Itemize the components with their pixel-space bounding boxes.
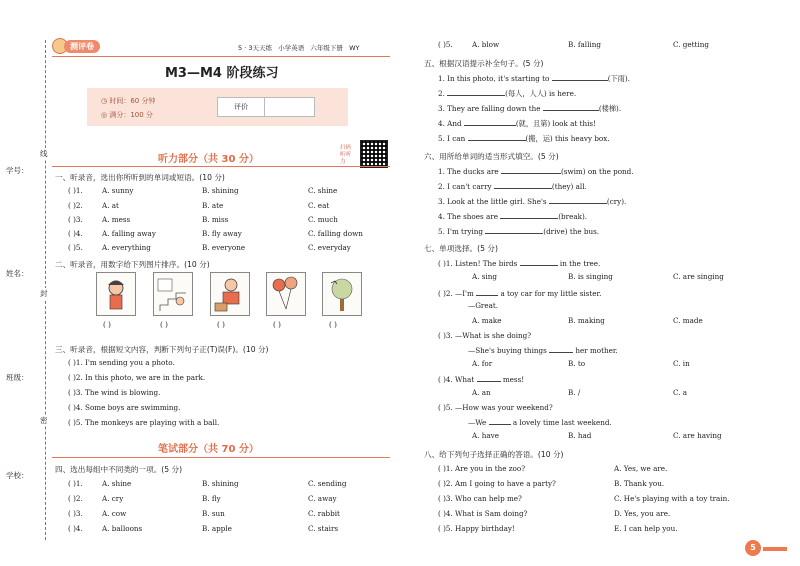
q4-3-paren[interactable]: ( )3. [68,509,83,518]
form-blank-3[interactable] [549,196,607,204]
match-answer-d: D. Yes, you are. [614,509,671,518]
q1-1-option-b: B. shining [202,186,239,195]
header-rule [52,56,390,57]
picture-girl-boxes [210,272,250,316]
match-question-1[interactable]: ( )1. Are you in the zoo? [438,464,526,473]
clock-icon: ◷ [101,97,108,105]
page-number-bar [763,547,787,551]
tf-statement-5[interactable]: ( )5. The monkeys are playing with a ball. [68,418,220,427]
q4-5-option-a: A. blow [472,40,500,49]
fill-blank-2[interactable] [447,88,505,96]
mc3-option-c: C. in [673,359,690,368]
q1-4-paren[interactable]: ( )4. [68,229,83,238]
tf-statement-1[interactable]: ( )1. I'm sending you a photo. [68,358,175,367]
q1-1-paren[interactable]: ( )1. [68,186,83,195]
mc-blank-2 [476,288,498,296]
q4-4-option-c: C. stairs [308,524,339,533]
form-sentence-1: 1. The ducks are (swim) on the pond. [438,167,634,176]
q4-1-option-a: A. shine [102,479,132,488]
seal-mark-line: 线 [40,149,48,158]
form-blank-2[interactable] [494,181,552,189]
q1-2-option-c: C. eat [308,201,330,210]
mc1-option-b: B. is singing [568,272,613,281]
mc5-line2: —We a lovely time last weekend. [468,418,612,427]
form-blank-4[interactable] [500,211,558,219]
subject-name: 小学英语 [278,44,305,52]
q4-2-option-b: B. fly [202,494,221,503]
grade-name: 六年级下册 [310,44,343,52]
section6-title: 六、用所给单词的适当形式填空。(5 分) [424,152,559,161]
section7-title: 七、单项选择。(5 分) [424,244,498,253]
section5-title: 五、根据汉语提示补全句子。(5 分) [424,59,544,68]
mc5-option-a: A. have [472,431,499,440]
pic5-answer[interactable]: ( ) [329,320,337,329]
fill-sentence-2: 2. (每人，人人) is here. [438,89,577,98]
mc-question-5[interactable]: ( )5. —How was your weekend? [438,403,553,412]
mc4-option-b: B. / [568,388,581,397]
section1-title: 一、听录音，选出你所听到的单词或短语。(10 分) [55,173,225,182]
form-sentence-5: 5. I'm trying (drive) the bus. [438,227,600,236]
grade-box [217,97,315,117]
pic2-answer[interactable]: ( ) [160,320,168,329]
page-title: M3—M4 阶段练习 [165,66,279,81]
match-answer-a: A. Yes, we are. [614,464,668,473]
writing-section-header: 笔试部分（共 70 分） [158,444,259,455]
section4-title: 四、选出每组中不同类的一项。(5 分) [55,465,183,474]
seal-mark-secret: 密 [40,416,48,425]
listening-section-header: 听力部分（共 30 分） [158,154,259,165]
q1-2-option-b: B. ate [202,201,224,210]
mc5-option-c: C. are having [673,431,722,440]
fill-sentence-1: 1. In this photo, it's starting to (下雨). [438,74,630,83]
match-question-2[interactable]: ( )2. Am I going to have a party? [438,479,556,488]
mc-question-3[interactable]: ( )3. —What is she doing? [438,331,532,340]
mc-question-4[interactable]: ( )4. What mess! [438,375,525,384]
form-blank-5[interactable] [485,226,543,234]
q4-3-option-c: C. rabbit [308,509,340,518]
q4-1-option-b: B. shining [202,479,239,488]
fill-blank-4[interactable] [464,118,516,126]
mc2-option-c: C. made [673,316,703,325]
page-number: 5 [750,543,756,552]
q4-1-option-c: C. sending [308,479,347,488]
mc-question-1[interactable]: ( )1. Listen! The birds in the tree. [438,259,601,268]
student-name-label: 姓名： [6,269,29,278]
q1-1-option-c: C. shine [308,186,338,195]
pic3-answer[interactable]: ( ) [217,320,225,329]
form-blank-1[interactable] [501,166,561,174]
match-question-5[interactable]: ( )5. Happy birthday! [438,524,515,533]
mc2-option-a: A. make [472,316,502,325]
fill-sentence-3: 3. They are falling down the (楼梯). [438,104,622,113]
match-answer-b: B. Thank you. [614,479,665,488]
mc4-option-c: C. a [673,388,688,397]
q4-5-option-c: C. getting [673,40,709,49]
mc-blank-3 [549,345,573,353]
q1-4-option-a: A. falling away [102,229,156,238]
section-rule [52,166,390,167]
match-answer-c: C. He's playing with a toy train. [614,494,730,503]
fill-sentence-4: 4. And (就，且第) look at this! [438,119,596,128]
q4-4-option-a: A. balloons [102,524,143,533]
form-sentence-3: 3. Look at the little girl. She's (cry). [438,197,627,206]
fill-blank-3[interactable] [543,103,599,111]
section-rule-2 [52,457,390,458]
q1-2-paren[interactable]: ( )2. [68,201,83,210]
mc3-option-b: B. to [568,359,586,368]
match-question-4[interactable]: ( )4. What is Sam doing? [438,509,528,518]
score-info [101,110,153,120]
mc1-option-c: C. are singing [673,272,724,281]
mc4-option-a: A. an [472,388,491,397]
q1-4-option-c: C. falling down [308,229,363,238]
fill-sentence-5: 5. I can (搬，运) this heavy box. [438,134,610,143]
pic4-answer[interactable]: ( ) [273,320,281,329]
check-icon: ◎ [101,111,108,119]
picture-balloons [266,272,306,316]
qr-code[interactable] [360,140,388,168]
mc3-option-a: A. for [472,359,493,368]
section8-title: 八、给下列句子选择正确的答语。(10 分) [424,450,564,459]
mc2-option-b: B. making [568,316,605,325]
form-sentence-4: 4. The shoes are (break). [438,212,588,221]
mc-blank-4 [477,374,501,382]
tf-statement-3[interactable]: ( )3. The wind is blowing. [68,388,161,397]
score-text: 满分：100 分 [109,111,153,119]
time-text: 时间：60 分钟 [109,97,156,105]
q4-5-paren[interactable]: ( )5. [438,40,453,49]
q4-3-option-b: B. sun [202,509,225,518]
section3-title: 三、听录音，根据短文内容，判断下列句子正(T)误(F)。(10 分) [55,345,269,354]
q1-4-option-b: B. fly away [202,229,242,238]
form-sentence-2: 2. I can't carry (they) all. [438,182,587,191]
student-number-label: 学号： [6,166,29,175]
fill-blank-5[interactable] [468,133,526,141]
q1-3-option-a: A. mess [102,215,131,224]
time-info [101,96,155,106]
seal-mark-seal: 封 [40,289,48,298]
q1-5-option-c: C. everyday [308,243,351,252]
q4-4-option-b: B. apple [202,524,232,533]
q1-3-option-c: C. much [308,215,338,224]
mc3-line2: —She's buying things her mother. [468,346,618,355]
edition-name: WY [349,44,360,52]
q4-5-option-b: B. falling [568,40,601,49]
q4-4-paren[interactable]: ( )4. [68,524,83,533]
q1-5-paren[interactable]: ( )5. [68,243,83,252]
q1-1-option-a: A. sunny [102,186,134,195]
pic1-answer[interactable]: ( ) [103,320,111,329]
class-label: 班级： [6,373,29,382]
q1-5-option-b: B. everyone [202,243,246,252]
q1-3-option-b: B. miss [202,215,229,224]
q1-5-option-a: A. everything [102,243,151,252]
school-label: 学校： [6,471,29,480]
q4-2-paren[interactable]: ( )2. [68,494,83,503]
series-name: 5 · 3天天练 [238,44,272,52]
picture-boy-crying [96,272,136,316]
fill-blank-1[interactable] [552,73,608,81]
series-header [238,43,360,52]
picture-stairs [153,272,193,316]
test-badge: 测评卷 [64,40,100,53]
q4-3-option-a: A. cow [102,509,127,518]
mc2-response: —Great. [468,301,499,310]
q1-3-paren[interactable]: ( )3. [68,215,83,224]
mc5-option-b: B. had [568,431,592,440]
info-box [87,88,348,126]
q4-1-paren[interactable]: ( )1. [68,479,83,488]
q4-2-option-c: C. away [308,494,337,503]
mc-blank-5 [489,417,511,425]
match-answer-e: E. I can help you. [614,524,678,533]
mc-question-2[interactable]: ( )2. —I'm a toy car for my little sister. [438,289,602,298]
tf-statement-2[interactable]: ( )2. In this photo, we are in the park. [68,373,206,382]
section2-title: 二、听录音，用数字给下列图片排序。(10 分) [55,260,210,269]
mc1-option-a: A. sing [472,272,497,281]
picture-tree-bird [322,272,362,316]
grade-label: 评价 [218,98,265,116]
tf-statement-4[interactable]: ( )4. Some boys are swimming. [68,403,181,412]
mc-blank-1 [520,258,558,266]
match-question-3[interactable]: ( )3. Who can help me? [438,494,522,503]
qr-caption: 扫码 听听力 [340,145,352,165]
q1-2-option-a: A. at [102,201,119,210]
q4-2-option-a: A. cry [102,494,124,503]
